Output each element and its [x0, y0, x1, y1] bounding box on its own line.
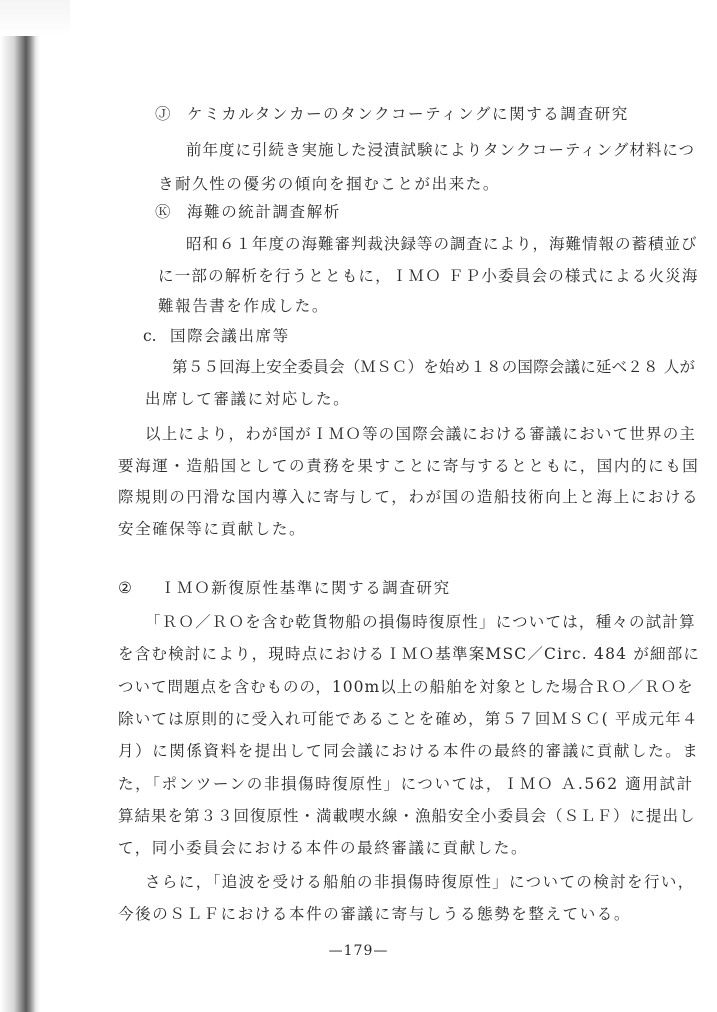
- section-c-line-2: 出席して審議に対応した。: [145, 390, 351, 408]
- section-k-line-1: 昭和６１年度の海難審判裁決録等の調査により，海難情報の蓄積並び: [186, 235, 698, 253]
- section-2-line-2: を含む検討により，現時点におけるＩＭＯ基準案MSC／Circ. 484 が細部に: [118, 645, 701, 663]
- section-k-marker: Ⓚ: [155, 203, 171, 221]
- summary-line-2: 要海運・造船国としての責務を果すことに寄与するとともに，国内的にも国: [118, 457, 700, 475]
- summary-line-4: 安全確保等に貢献した。: [118, 520, 307, 538]
- section-2-line-4: 除いては原則的に受入れ可能であることを確め，第５７回ＭＳＣ( 平成元年４: [118, 710, 699, 728]
- section-2-line-9: さらに，「追波を受ける船舶の非損傷時復原性」についての検討を行い，: [145, 873, 695, 891]
- section-2-line-7: 算結果を第３３回復原性・満載喫水線・漁船安全小委員会（ＳＬＦ）に提出し: [118, 807, 696, 825]
- section-k-line-2: に一部の解析を行うとともに，ＩＭＯ ＦＰ小委員会の様式による火災海: [158, 267, 699, 285]
- section-j-heading: ケミカルタンカーのタンクコーティングに関する調査研究: [187, 105, 629, 123]
- section-c-heading: 国際会議出席等: [170, 327, 290, 345]
- section-2-line-10: 今後のＳＬＦにおける本件の審議に寄与しうる態勢を整えている。: [118, 905, 632, 923]
- section-k-heading: 海難の統計調査解析: [187, 203, 341, 221]
- section-2-line-1: 「ＲＯ／ＲＯを含む乾貨物船の損傷時復原性」については，種々の試計算: [145, 613, 696, 631]
- section-j-line-1: 前年度に引続き実施した浸漬試験によりタンクコーティング材料につ: [186, 141, 696, 159]
- section-j-marker: Ⓙ: [155, 105, 171, 123]
- summary-line-1: 以上により，わが国がＩＭＯ等の国際会議における審議において世界の主: [145, 425, 697, 443]
- section-2-marker: ②: [118, 579, 132, 597]
- section-2-line-6: た，「ポンツーンの非損傷時復原性」については，ＩＭＯ Ａ.562 適用試計: [118, 775, 694, 793]
- section-c-line-1: 第５５回海上安全委員会（ＭＳＣ）を始め１８の国際会議に延べ２８ 人が: [172, 358, 696, 376]
- book-binding-shadow: [0, 0, 40, 1012]
- page-number: —179—: [328, 943, 389, 959]
- section-2-line-5: 月）に関係資料を提出して同会議における本件の最終的審議に貢献した。ま: [118, 742, 700, 760]
- section-2-line-8: て，同小委員会における本件の最終審議に貢献した。: [118, 839, 529, 857]
- section-c-marker: c.: [143, 327, 157, 345]
- summary-line-3: 際規則の円滑な国内導入に寄与して，わが国の造船技術向上と海上における: [118, 488, 700, 506]
- page-corner-shade: [0, 0, 70, 36]
- section-k-line-3: 難報告書を作成した。: [158, 297, 330, 315]
- section-j-line-2: き耐久性の優劣の傾向を掴むことが出来た。: [158, 175, 501, 193]
- section-2-line-3: ついて問題点を含むものの，100m以上の船舶を対象とした場合ＲＯ／ＲＯを: [118, 678, 694, 696]
- section-2-heading: ＩＭＯ新復原性基準に関する調査研究: [160, 579, 451, 597]
